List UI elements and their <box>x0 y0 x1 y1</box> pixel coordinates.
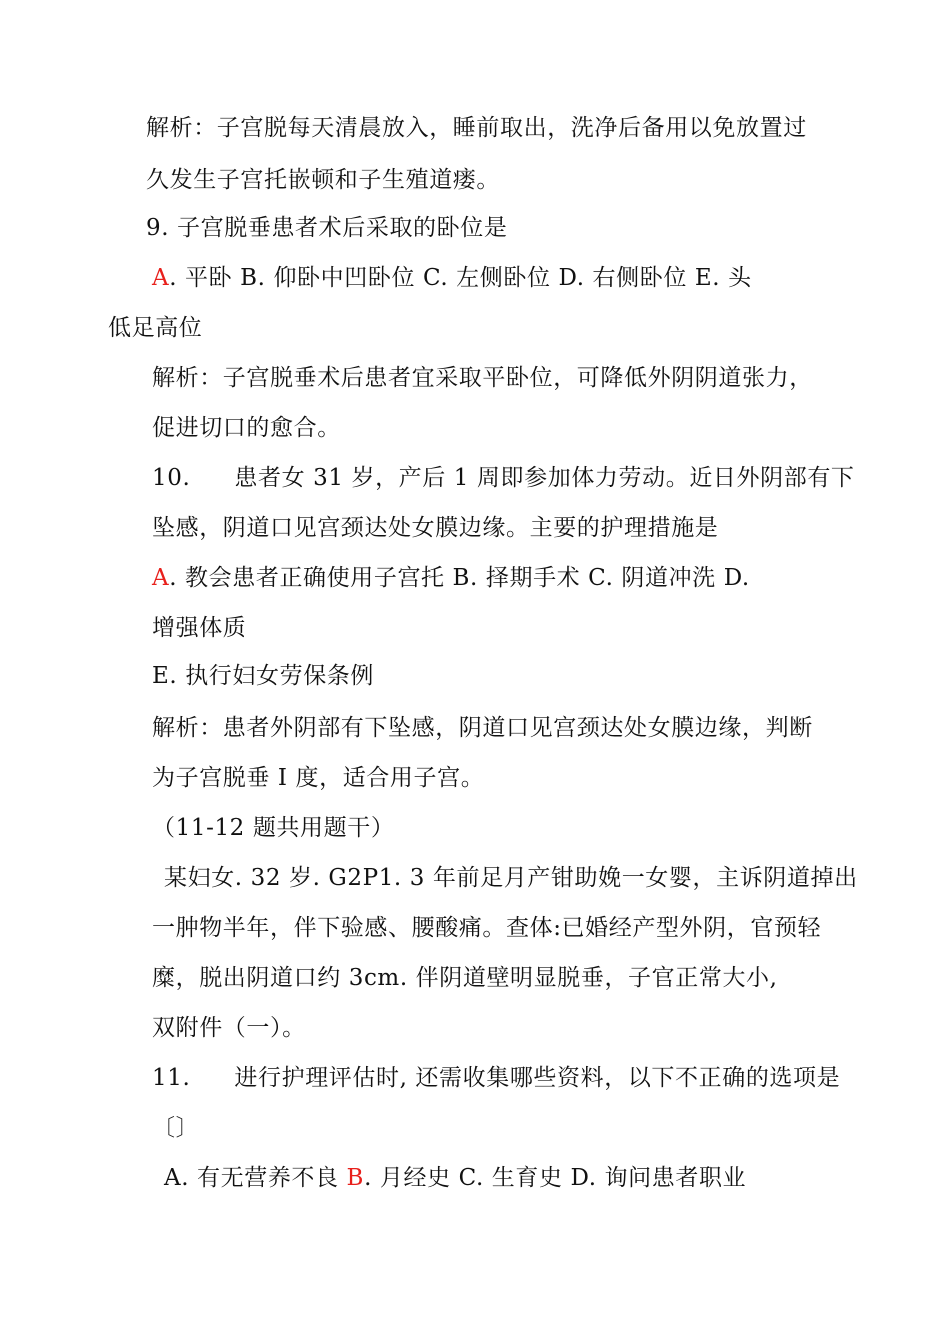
stem-text: 患者女 31 岁，产后 1 周即参加体力劳动。近日外阴部有下 <box>234 465 855 491</box>
answer-mark: B <box>346 1165 365 1191</box>
explanation-10-line-2: 为子宫脱垂 I 度，适合用子宫。 <box>152 765 485 791</box>
explanation-9-line-2: 促进切口的愈合。 <box>152 415 341 441</box>
question-10-options-cont: 增强体质 <box>152 615 247 641</box>
answer-mark: A <box>152 565 170 591</box>
question-9-options <box>152 263 752 293</box>
question-11-bracket: 〔〕 <box>152 1115 200 1141</box>
question-11-options <box>164 1163 746 1193</box>
shared-stem-line-4: 双附件（一）。 <box>152 1015 306 1041</box>
shared-stem-line-3: 糜，脱出阴道口约 3cm. 伴阴道壁明显脱垂，子官正常大小, <box>152 965 778 991</box>
question-9-options-cont: 低足高位 <box>108 315 203 341</box>
shared-stem-line-1: 某妇女. 32 岁. G2P1. 3 年前足月产钳助娩一女婴，主诉阴道掉出 <box>164 865 858 891</box>
explanation-8-line-1: 解析：子宫脱每天清晨放入，睡前取出，洗净后备用以免放置过 <box>146 115 807 141</box>
explanation-9-line-1: 解析：子宫脱垂术后患者宜采取平卧位，可降低外阴阴道张力， <box>152 365 813 391</box>
shared-stem-heading: （11-12 题共用题干） <box>152 815 395 841</box>
question-10-options <box>152 563 750 593</box>
options-text: . 月经史 C. 生育史 D. 询问患者职业 <box>364 1165 747 1191</box>
stem-text: 进行护理评估时, 还需收集哪些资料，以下不正确的选项是 <box>234 1065 841 1091</box>
shared-stem-line-2: 一肿物半年，伴下验感、腰酸痛。查体:已婚经产型外阴，官预轻 <box>152 915 822 941</box>
question-number: 10. <box>152 465 191 491</box>
answer-mark: A <box>152 265 170 291</box>
options-prefix: A. 有无营养不良 <box>164 1165 347 1191</box>
question-10-stem <box>152 463 855 493</box>
options-text: . 平卧 B. 仰卧中凹卧位 C. 左侧卧位 D. 右侧卧位 E. 头 <box>169 265 752 291</box>
question-10-stem-cont: 坠感，阴道口见宫颈达处女膜边缘。主要的护理措施是 <box>152 515 719 541</box>
question-11-stem <box>152 1063 840 1093</box>
explanation-10-line-1: 解析：患者外阴部有下坠感，阴道口见宫颈达处女膜边缘，判断 <box>152 715 813 741</box>
explanation-8-line-2: 久发生子宫托嵌顿和子生殖道瘘。 <box>146 167 500 193</box>
options-text: . 教会患者正确使用子宫托 B. 择期手术 C. 阴道冲洗 D. <box>169 565 750 591</box>
question-10-option-e: E. 执行妇女劳保条例 <box>152 663 375 689</box>
question-number: 11. <box>152 1065 191 1091</box>
question-9-stem: 9. 子宫脱垂患者术后采取的卧位是 <box>146 215 508 241</box>
